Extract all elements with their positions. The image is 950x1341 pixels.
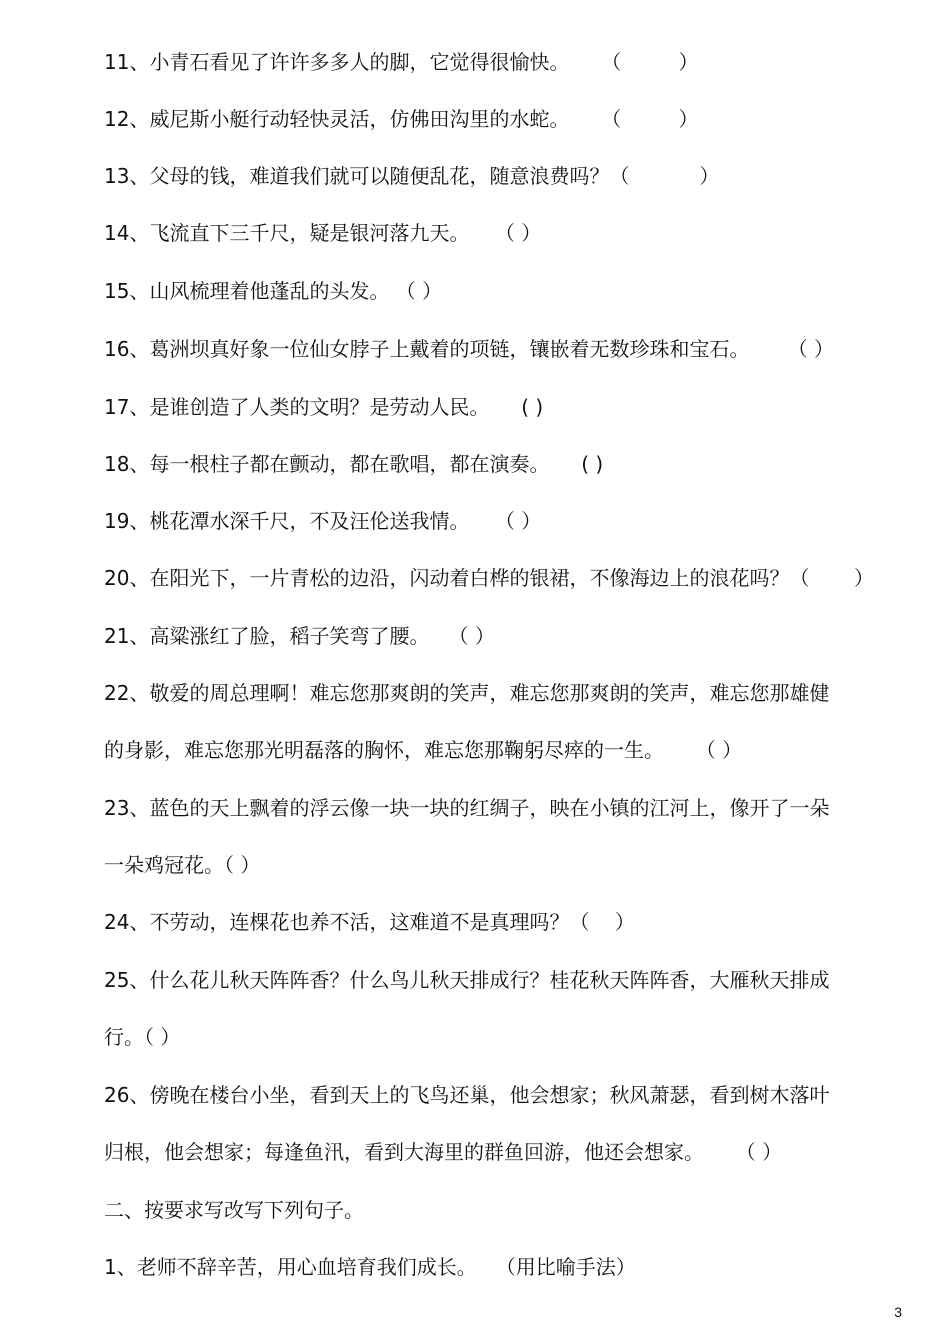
text-line-20: 归根，他会想家；每逢鱼汛，看到大海里的群鱼回游，他还会想家。 （ ） xyxy=(104,1140,783,1164)
text-line-15: 一朵鸡冠花。（ ） xyxy=(104,853,261,877)
text-line-6: 16、葛洲坝真好象一位仙女脖子上戴着的项链，镶嵌着无数珍珠和宝石。 （ ） xyxy=(104,337,834,361)
text-line-4: 14、飞流直下三千尺，疑是银河落九天。 （ ） xyxy=(104,221,542,245)
text-line-8: 18、每一根柱子都在颤动，都在歌唱，都在演奏。 ( ) xyxy=(104,452,604,476)
text-line-2: 12、威尼斯小艇行动轻快灵活，仿佛田沟里的水蛇。 （ ） xyxy=(104,107,699,131)
text-line-22: 1、老师不辞辛苦，用心血培育我们成长。 （用比喻手法） xyxy=(104,1255,636,1279)
text-line-12: 22、敬爱的周总理啊！难忘您那爽朗的笑声，难忘您那爽朗的笑声，难忘您那雄健 xyxy=(104,681,830,705)
text-line-16: 24、不劳动，连棵花也养不活，这难道不是真理吗？（ ） xyxy=(104,910,635,934)
text-line-17: 25、什么花儿秋天阵阵香？什么鸟儿秋天排成行？桂花秋天阵阵香，大雁秋天排成 xyxy=(104,968,830,992)
text-line-3: 13、父母的钱，难道我们就可以随便乱花，随意浪费吗？（ ） xyxy=(104,164,720,188)
text-line-10: 20、在阳光下，一片青松的边沿，闪动着白桦的银裙，不像海边上的浪花吗？（ ） xyxy=(104,566,874,590)
text-line-13: 的身影，难忘您那光明磊落的胸怀，难忘您那鞠躬尽瘁的一生。 （ ） xyxy=(104,738,743,762)
text-line-14: 23、蓝色的天上飘着的浮云像一块一块的红绸子，映在小镇的江河上，像开了一朵 xyxy=(104,796,830,820)
text-line-9: 19、桃花潭水深千尺，不及汪伦送我情。 （ ） xyxy=(104,509,542,533)
text-line-5: 15、山风梳理着他蓬乱的头发。 （ ） xyxy=(104,279,443,303)
text-line-11: 21、高粱涨红了脸，稻子笑弯了腰。 （ ） xyxy=(104,624,495,648)
text-line-1: 11、小青石看见了许许多多人的脚，它觉得很愉快。 （ ） xyxy=(104,50,699,74)
section-heading: 二、按要求写改写下列句子。 xyxy=(104,1198,364,1222)
text-line-18: 行。（ ） xyxy=(104,1025,181,1049)
text-line-7: 17、是谁创造了人类的文明？是劳动人民。 ( ) xyxy=(104,395,544,419)
page-number: 3 xyxy=(894,1304,902,1320)
text-line-19: 26、傍晚在楼台小坐，看到天上的飞鸟还巢，他会想家；秋风萧瑟，看到树木落叶 xyxy=(104,1083,830,1107)
